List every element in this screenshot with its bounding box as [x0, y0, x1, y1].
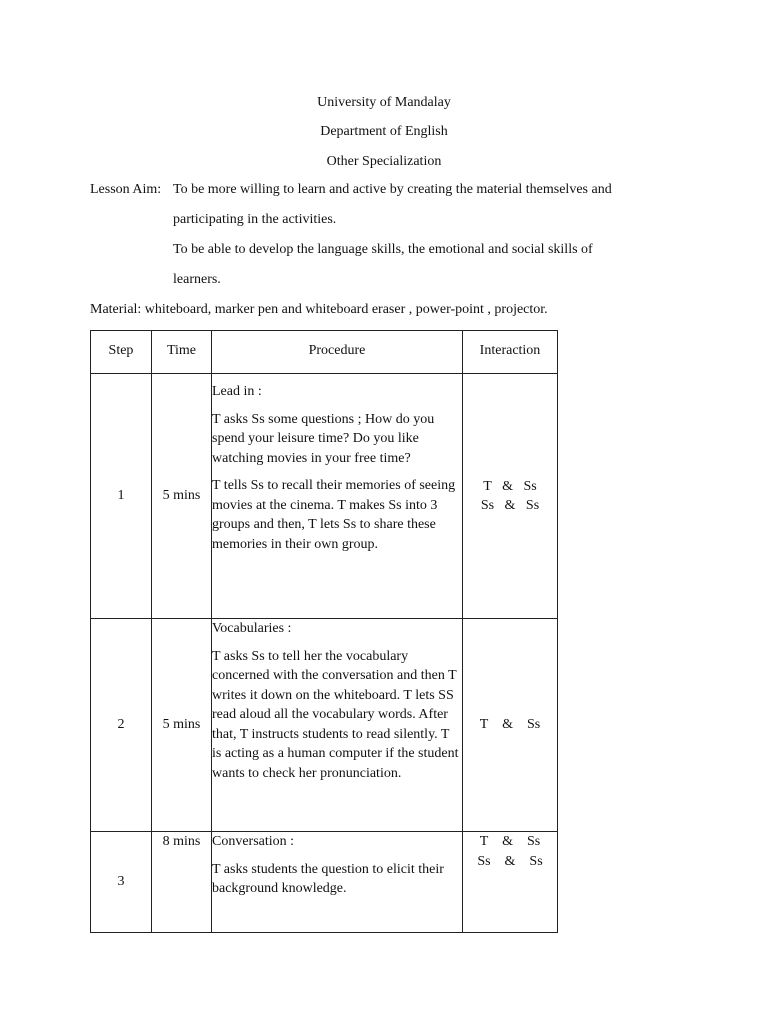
header-time: Time [152, 331, 212, 374]
procedure-paragraph: T asks students the question to elicit their background knowledge. [212, 861, 444, 896]
time-cell: 8 mins [152, 832, 212, 933]
interaction-line: T & Ss [483, 478, 537, 494]
step-cell: 1 [91, 374, 152, 619]
procedure-heading: Vocabularies : [212, 621, 292, 636]
lesson-plan-table [90, 330, 558, 933]
time-cell: 5 mins [152, 374, 212, 619]
step-cell: 3 [91, 832, 152, 933]
header-interaction: Interaction [463, 331, 558, 374]
procedure-paragraph: T asks Ss to tell her the vocabulary concerned with the conversation and then T writes it down on the whiteboard. T lets SS read aloud all the vocabulary words. After that, T instructs students to read silently. T is acting as a human computer if the student wants to check her pronunciation. [212, 648, 459, 781]
lesson-aim-line-3: To be able to develop the language skills, the emotional and social skills of [173, 242, 593, 257]
header-procedure: Procedure [212, 331, 463, 374]
material-line: Material: whiteboard, marker pen and whiteboard eraser , power-point , projector. [90, 302, 548, 317]
lesson-aim-line-2: participating in the activities. [173, 212, 337, 227]
interaction-line: T & Ss [479, 717, 541, 733]
interaction-line: T & Ss [479, 834, 541, 849]
lesson-aim-line-1: To be more willing to learn and active by creating the material themselves and [173, 182, 612, 197]
procedure-heading: Conversation : [212, 834, 295, 849]
lesson-aim-label: Lesson Aim: [90, 182, 162, 197]
header-step: Step [91, 331, 152, 374]
specialization-title: Other Specialization [326, 154, 442, 169]
university-title: University of Mandalay [317, 95, 451, 110]
table-header-row [91, 331, 558, 374]
procedure-cell [212, 832, 463, 933]
table-row [91, 832, 558, 933]
interaction-line: Ss & Ss [480, 498, 540, 513]
procedure-heading: Lead in : [212, 384, 262, 399]
lesson-aim-line-4: learners. [173, 272, 221, 287]
interaction-cell [463, 619, 558, 832]
interaction-cell [463, 832, 558, 933]
interaction-cell [463, 374, 558, 619]
table-row [91, 619, 558, 832]
interaction-line: Ss & Ss [477, 853, 543, 869]
procedure-paragraph: T tells Ss to recall their memories of seeing movies at the cinema. T makes Ss into 3 groups and then, T lets Ss to share these memories in their own group. [212, 478, 456, 552]
department-title: Department of English [320, 124, 448, 139]
time-cell: 5 mins [152, 619, 212, 832]
procedure-paragraph: T asks Ss some questions ; How do you spend your leisure time? Do you like watching movies in your free time? [212, 411, 435, 466]
step-cell: 2 [91, 619, 152, 832]
procedure-cell [212, 619, 463, 832]
table-row [91, 374, 558, 619]
procedure-cell [212, 374, 463, 619]
